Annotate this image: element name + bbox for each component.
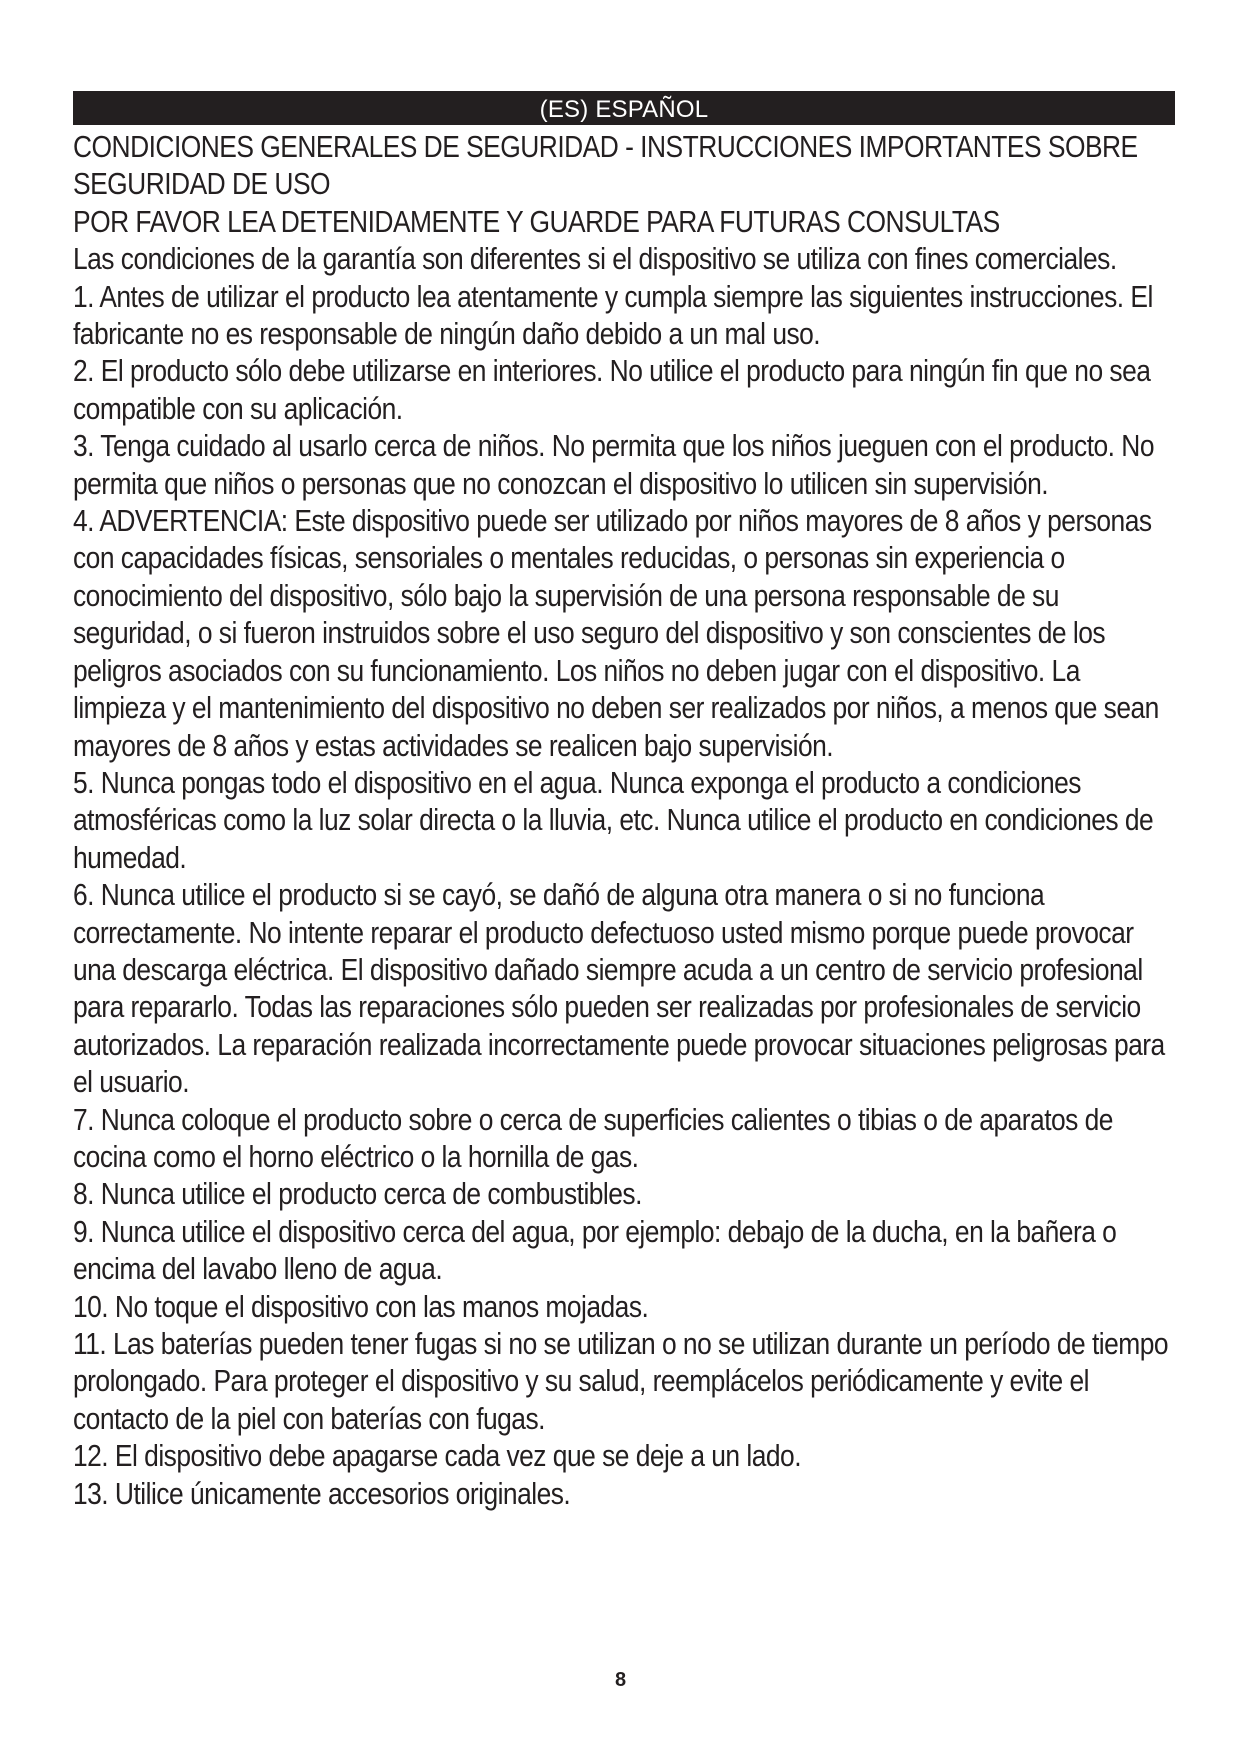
instruction-item-1: 1. Antes de utilizar el producto lea atentamente y cumpla siempre las siguientes instrucciones. El fabricante no es responsable de ningún daño debido a un mal uso.	[73, 279, 1153, 352]
instruction-item-4: 4. ADVERTENCIA: Este dispositivo puede ser utilizado por niños mayores de 8 años y personas con capacidades físicas, sensoriales o mentales reducidas, o personas sin experiencia o conocimiento del dispositivo, sólo bajo la supervisión de una persona responsable de su seguridad, o si fueron instruidos sobre el uso seguro del dispositivo y son conscientes de los peligros asociados con su funcionamiento. Los niños no deben jugar con el dispositivo. La limpieza y el mantenimiento del dispositivo no deben ser realizados por niños, a menos que sean mayores de 8 años y estas actividades se realicen bajo supervisión.	[73, 504, 1159, 763]
language-header-bar	[73, 91, 1175, 125]
instruction-item-11: 11. Las baterías pueden tener fugas si no se utilizan o no se utilizan durante un período de tiempo prolongado. Para proteger el dispositivo y su salud, reemplácelos periódicamente y evite el contacto de la piel con baterías con fugas.	[73, 1327, 1169, 1436]
warranty-note: Las condiciones de la garantía son diferentes si el dispositivo se utiliza con fines comerciales.	[73, 242, 1117, 277]
instruction-item-12: 12. El dispositivo debe apagarse cada vez que se deje a un lado.	[73, 1439, 802, 1474]
section-title: CONDICIONES GENERALES DE SEGURIDAD - INSTRUCCIONES IMPORTANTES SOBRE SEGURIDAD DE USO	[73, 130, 1138, 202]
instruction-item-3: 3. Tenga cuidado al usarlo cerca de niños. No permita que los niños jueguen con el producto. No permita que niños o personas que no conozcan el dispositivo lo utilicen sin supervisión.	[73, 429, 1154, 501]
instruction-item-8: 8. Nunca utilice el producto cerca de combustibles.	[73, 1177, 642, 1212]
manual-page	[73, 91, 1175, 1513]
instruction-item-13: 13. Utilice únicamente accesorios originales.	[73, 1476, 571, 1511]
instruction-item-10: 10. No toque el dispositivo con las manos mojadas.	[73, 1289, 649, 1324]
page-number: 8	[614, 1669, 627, 1691]
instruction-item-2: 2. El producto sólo debe utilizarse en interiores. No utilice el producto para ningún fin que no sea compatible con su aplicación.	[73, 354, 1151, 426]
instruction-item-5: 5. Nunca pongas todo el dispositivo en el agua. Nunca exponga el producto a condiciones atmosféricas como la luz solar directa o la lluvia, etc. Nunca utilice el producto en condiciones de humedad.	[73, 765, 1154, 875]
instruction-item-7: 7. Nunca coloque el producto sobre o cerca de superficies calientes o tibias o de aparatos de cocina como el horno eléctrico o la hornilla de gas.	[73, 1102, 1113, 1174]
instruction-item-9: 9. Nunca utilice el dispositivo cerca del agua, por ejemplo: debajo de la ducha, en la bañera o encima del lavabo lleno de agua.	[73, 1214, 1117, 1287]
instruction-item-6: 6. Nunca utilice el producto si se cayó, se dañó de alguna otra manera o si no funciona correctamente. No intente reparar el producto defectuoso usted mismo porque puede provocar una descarga eléctrica. El dispositivo dañado siempre acuda a un centro de servicio profesional para repararlo. Todas las reparaciones sólo pueden ser realizadas por profesionales de servicio autorizados. La reparación realizada incorrectamente puede provocar situaciones peligrosas para el usuario.	[73, 878, 1165, 1100]
safety-instructions	[73, 129, 1175, 1513]
section-subtitle: POR FAVOR LEA DETENIDAMENTE Y GUARDE PARA FUTURAS CONSULTAS	[73, 204, 1000, 239]
language-label: (ES) ESPAÑOL	[539, 96, 709, 123]
